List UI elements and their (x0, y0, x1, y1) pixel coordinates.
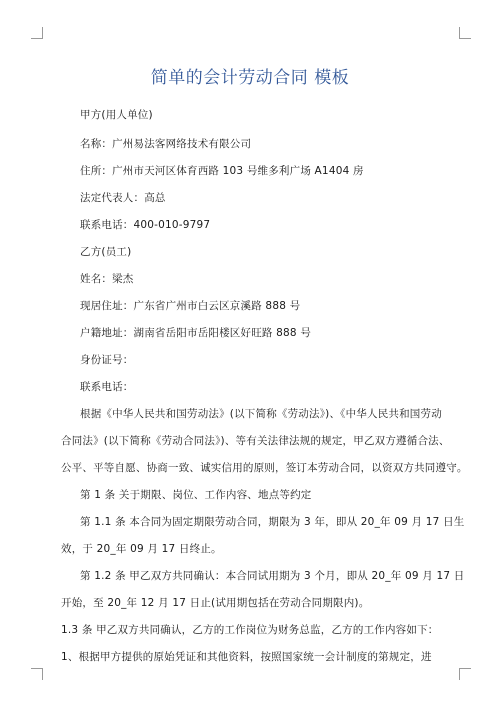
article-1-3-line: 1.3 条 甲乙双方共同确认，乙方的工作岗位为财务总监，乙方的工作内容如下： (61, 624, 439, 636)
crop-mark-bottom-right (459, 668, 471, 680)
party-b-current-address: 现居住址：广东省广州市白云区京溪路 888 号 (80, 300, 301, 312)
article-1-2-line-1: 第 1.2 条 甲乙双方共同确认：本合同试用期为 3 个月，即从 20_年 09 月 17 日 (80, 570, 465, 582)
party-a-phone: 联系电话：400-010-9797 (80, 219, 211, 231)
party-a-address: 住所：广州市天河区体育西路 103 号维多利广场 A1404 房 (80, 165, 364, 177)
party-b-id-number: 身份证号： (80, 354, 134, 366)
crop-mark-top-right (459, 27, 471, 39)
article-1-heading: 第 1 条 关于期限、岗位、工作内容、地点等约定 (80, 489, 312, 501)
party-a-legal-rep: 法定代表人：高总 (80, 192, 166, 204)
duty-item-1-line: 1、根据甲方提供的原始凭证和其他资料，按照国家统一会计制度的第规定，进 (61, 651, 432, 663)
crop-mark-top-left (31, 27, 43, 39)
party-b-name: 姓名：梁杰 (80, 273, 134, 285)
crop-mark-bottom-left (31, 668, 43, 680)
party-a-name: 名称：广州易法客网络技术有限公司 (80, 138, 252, 150)
document-title: 简单的会计劳动合同 模板 (150, 68, 350, 88)
preamble-line-3: 公平、平等自愿、协商一致、诚实信用的原则，签订本劳动合同，以资双方共同遵守。 (61, 462, 468, 474)
article-1-2-line-2: 开始，至 20_年 12 月 17 日止(试用期包括在劳动合同期限内)。 (61, 597, 370, 609)
preamble-line-2: 合同法》(以下简称《劳动合同法》)、等有关法律法规的规定，甲乙双方遵循合法、 (61, 435, 450, 447)
party-a-heading: 甲方(用人单位) (80, 109, 153, 121)
article-1-1-line-2: 效，于 20_年 09 月 17 日终止。 (61, 543, 222, 555)
party-b-phone: 联系电话： (80, 381, 134, 393)
party-b-registered-address: 户籍地址：湖南省岳阳市岳阳楼区好旺路 888 号 (80, 327, 312, 339)
preamble-line-1: 根据《中华人民共和国劳动法》(以下简称《劳动法》)、《中华人民共和国劳动 (80, 408, 442, 420)
party-b-heading: 乙方(员工) (80, 246, 132, 258)
article-1-1-line-1: 第 1.1 条 本合同为固定期限劳动合同，期限为 3 年，即从 20_年 09 月 17 日生 (80, 516, 465, 528)
